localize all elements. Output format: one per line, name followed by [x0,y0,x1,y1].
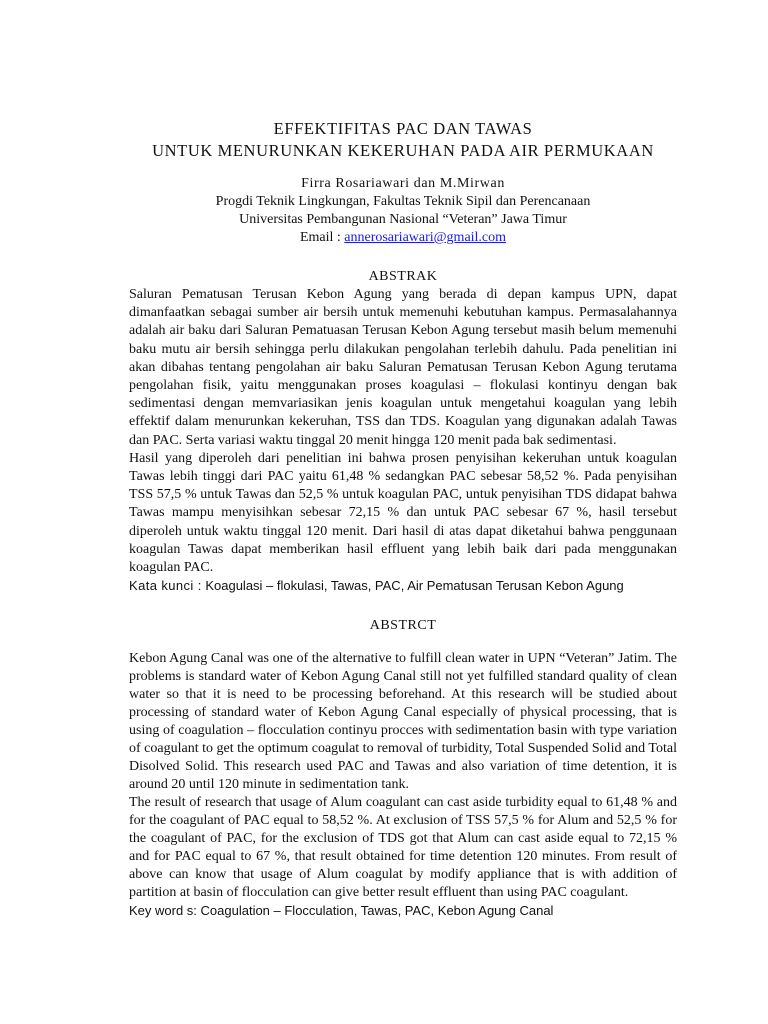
email-label: Email : [299,230,345,245]
author-university: Universitas Pembangunan Nasional “Veteran” Jawa Timur [239,212,567,227]
author-email-line [129,229,677,247]
abstract-paragraph-2: The result of research that usage of Alum coagulant can cast aside turbidity equal to 61,48 % and for the coagulant of PAC equal to 58,52 %. At exclusion of TSS 57,5 % for Alum and 52,5 % for the coagulant of PAC, for the exclusion of TDS got that Alum can cast aside equal to 72,15 % and for PAC equal to 67 %, that result obtained for time detention 120 minutes. From result of above can know that usage of Alum coagulat by modify appliance that is with addition of partition at basin of flocculation can give better result effluent than using PAC coagulant. [129,795,677,901]
keywords-label: Kata kunci : [129,578,202,594]
title-line-1: EFFEKTIFITAS PAC DAN TAWAS [273,119,533,138]
abstract-keywords: Key word s: Coagulation – Flocculation, Tawas, PAC, Kebon Agung Canal [129,903,554,919]
keywords-text: Koagulasi – flokulasi, Tawas, PAC, Air Pematusan Terusan Kebon Agung [201,578,624,594]
abstrak-heading: ABSTRAK [368,269,438,284]
abstrak-paragraph-1: Saluran Pematusan Terusan Kebon Agung yang berada di depan kampus UPN, dapat dimanfaatkan sebagai sumber air bersih untuk memenuhi kebutuhan kampus. Permasalahannya adalah air baku dari Saluran Pematuasan Terusan Kebon Agung tersebut masih belum memenuhi baku mutu air bersih sehingga perlu dilakukan pengolahan terlebih dahulu. Pada penelitian ini akan dibahas tentang pengolahan air baku Saluran Pematusan Terusan Kebon Agung terutama pengolahan fisik, yaitu menggunakan proses koagulasi – flokulasi kontinyu dengan bak sedimentasi dengan memvariasikan jenis koagulan untuk mengetahui koagulan yang lebih effektif dalam menurunkan kekeruhan, TSS dan TDS. Koagulan yang digunakan adalah Tawas dan PAC. Serta variasi waktu tinggal 20 menit hingga 120 menit pada bak sedimentasi. [129,287,677,448]
paper-title [129,118,677,162]
abstrak-keywords [129,577,677,595]
author-block [129,175,677,247]
abstract-heading: ABSTRCT [369,618,437,634]
title-line-2: UNTUK MENURUNKAN KEKERUHAN PADA AIR PERMUKAAN [152,141,654,160]
paper-page [129,118,677,920]
author-department: Progdi Teknik Lingkungan, Fakultas Teknik Sipil dan Perencanaan [215,194,591,209]
abstract-paragraph-1: Kebon Agung Canal was one of the alternative to fulfill clean water in UPN “Veteran” Jatim. The problems is standard water of Kebon Agung Canal still not yet fulfilled standard quality of clean water so that it is need to be processing beforehand. At this research will be studied about processing of standard water of Kebon Agung Canal especially of physical processing, that is using of coagulation – flocculation continyu procces with sedimentation basin with type variation of coagulant to get the optimum coagulat to removal of turbidity, Total Suspended Solid and Total Disolved Solid. This research used PAC and Tawas and also variation of time detention, it is around 20 until 120 minute in sedimentation tank. [129,651,677,793]
email-link[interactable]: annerosariawari@gmail.com [344,230,507,245]
abstrak-paragraph-2: Hasil yang diperoleh dari penelitian ini bahwa prosen penyisihan kekeruhan untuk koagulan Tawas lebih tinggi dari PAC yaitu 61,48 % sedangkan PAC sebesar 58,52 %. Pada penyisihan TSS 57,5 % untuk Tawas dan 52,5 % untuk koagulan PAC, untuk penyisihan TDS didapat bahwa Tawas mampu menyisihkan sebesar 72,15 % dan untuk PAC sebesar 67 %, hasil tersebut diperoleh untuk waktu tinggal 120 menit. Dari hasil di atas dapat diketahui bahwa penggunaan koagulan Tawas dapat memberikan hasil effluent yang lebih baik dari pada menggunakan koagulan PAC. [129,450,677,576]
author-names: Firra Rosariawari dan M.Mirwan [301,176,505,191]
